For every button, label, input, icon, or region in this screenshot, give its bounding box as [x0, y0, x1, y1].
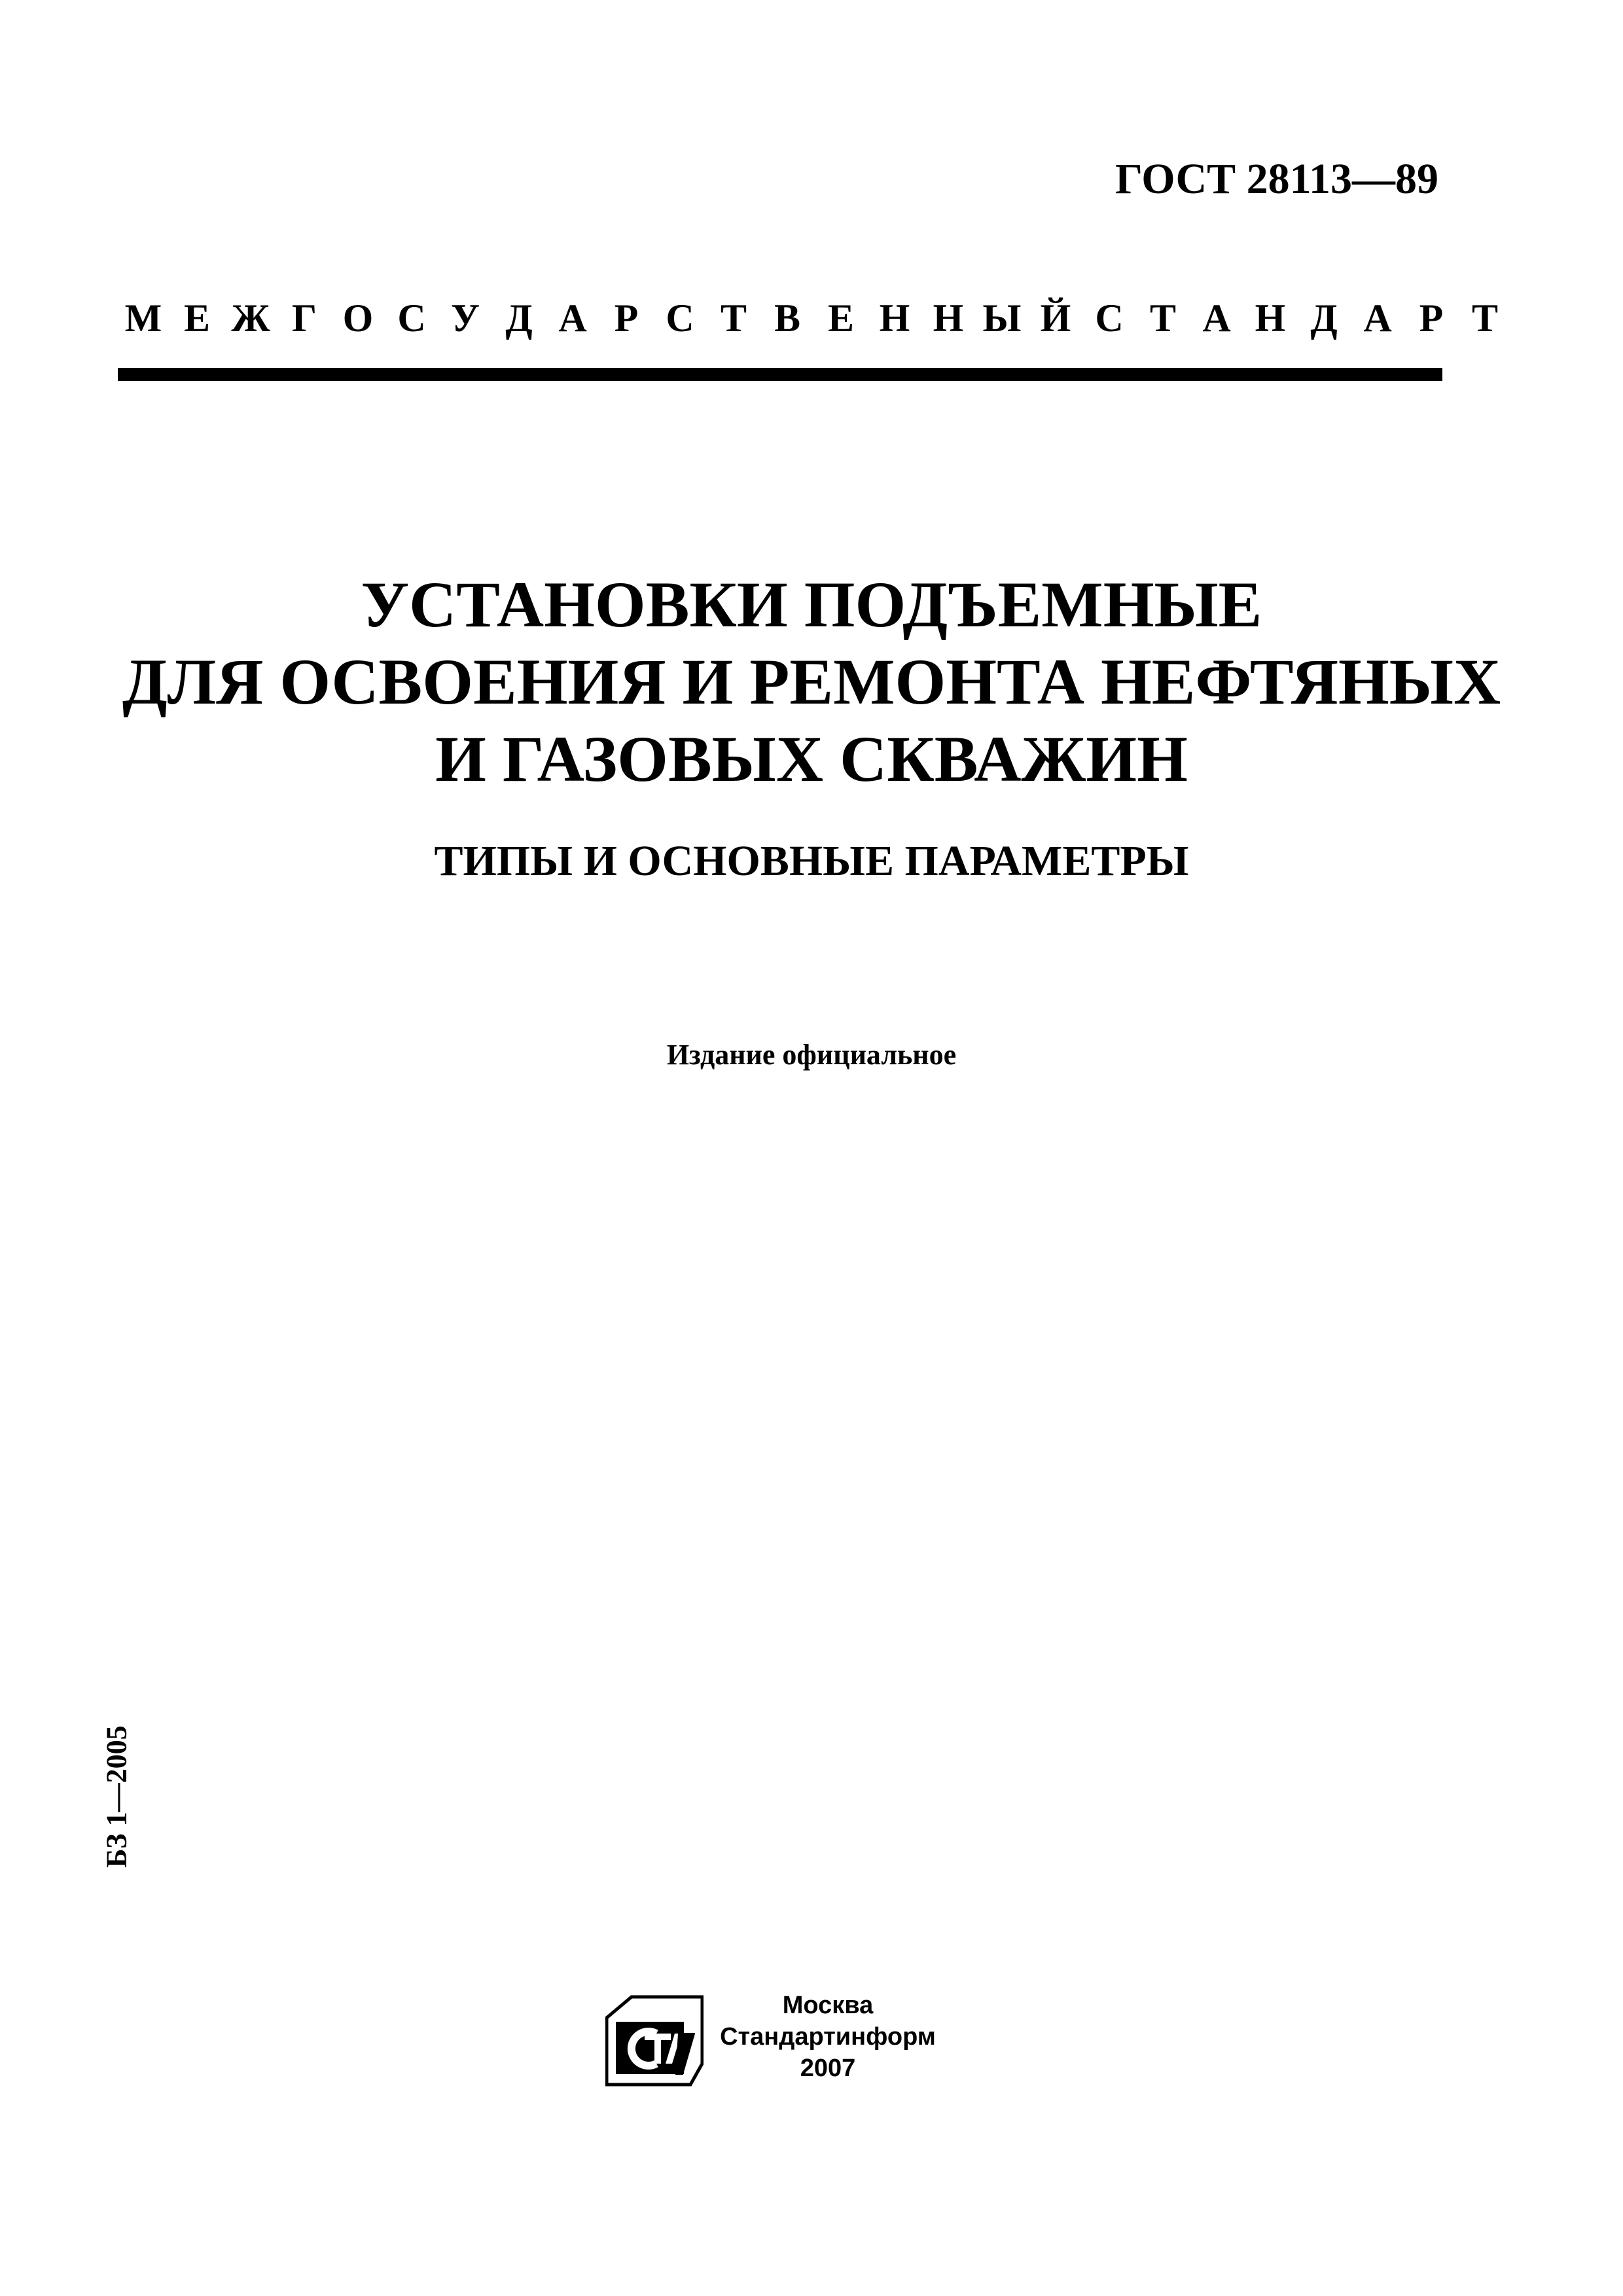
standard-kind-letter: Е	[827, 296, 855, 340]
standard-kind-letter: А	[558, 296, 587, 340]
title-line-2: ДЛЯ ОСВОЕНИЯ И РЕМОНТА НЕФТЯНЫХ	[122, 645, 1501, 718]
standard-kind-letter: Д	[1310, 296, 1338, 340]
standard-kind-letter: Е	[183, 296, 211, 340]
standard-kind-letter: С	[1095, 296, 1124, 340]
standard-kind-letter: Н	[1255, 296, 1286, 340]
standard-number: ГОСТ 28113—89	[1115, 155, 1438, 203]
standard-kind-letter: Ы	[982, 296, 1022, 340]
standard-kind-word-1	[116, 296, 1082, 341]
publisher-name: Стандартинформ	[720, 2023, 936, 2051]
standard-kind-letter: Т	[720, 296, 747, 340]
document-subtitle: ТИПЫ И ОСНОВНЫЕ ПАРАМЕТРЫ	[434, 837, 1189, 885]
title-line-3: И ГАЗОВЫХ СКВАЖИН	[435, 723, 1188, 795]
side-code-text: БЗ 1—2005	[100, 1725, 133, 1868]
standard-kind-letter: М	[124, 296, 162, 340]
standard-kind-heading	[116, 296, 1499, 341]
document-title	[0, 566, 1623, 798]
standard-kind-letter: Д	[505, 296, 533, 340]
standard-kind-letter: А	[1363, 296, 1392, 340]
standard-kind-letter: Н	[933, 296, 964, 340]
standard-kind-letter: Й	[1040, 296, 1071, 340]
standard-kind-letter: Р	[1419, 296, 1444, 340]
standard-kind-letter: С	[397, 296, 426, 340]
publisher-info	[713, 1990, 942, 2084]
standartinform-logo-icon	[605, 1993, 704, 2088]
standard-kind-letter: Г	[291, 296, 317, 340]
publisher-city: Москва	[782, 1992, 874, 2019]
standard-kind-letter: Ж	[231, 296, 270, 340]
edition-label: Издание официальное	[666, 1039, 957, 1071]
title-line-1: УСТАНОВКИ ПОДЪЕМНЫЕ	[361, 568, 1262, 641]
heading-rule	[118, 368, 1442, 381]
standard-kind-letter: С	[666, 296, 694, 340]
standard-kind-letter: В	[774, 296, 801, 340]
standard-kind-word-2	[1082, 296, 1512, 341]
standard-kind-letter: Р	[614, 296, 639, 340]
standard-kind-letter: Н	[879, 296, 910, 340]
standard-kind-letter: А	[1202, 296, 1231, 340]
standard-kind-letter: О	[342, 296, 374, 340]
standard-kind-letter: Т	[1149, 296, 1177, 340]
standard-kind-letter: У	[450, 296, 480, 340]
standard-kind-letter: Т	[1471, 296, 1499, 340]
publisher-year: 2007	[800, 2054, 856, 2082]
